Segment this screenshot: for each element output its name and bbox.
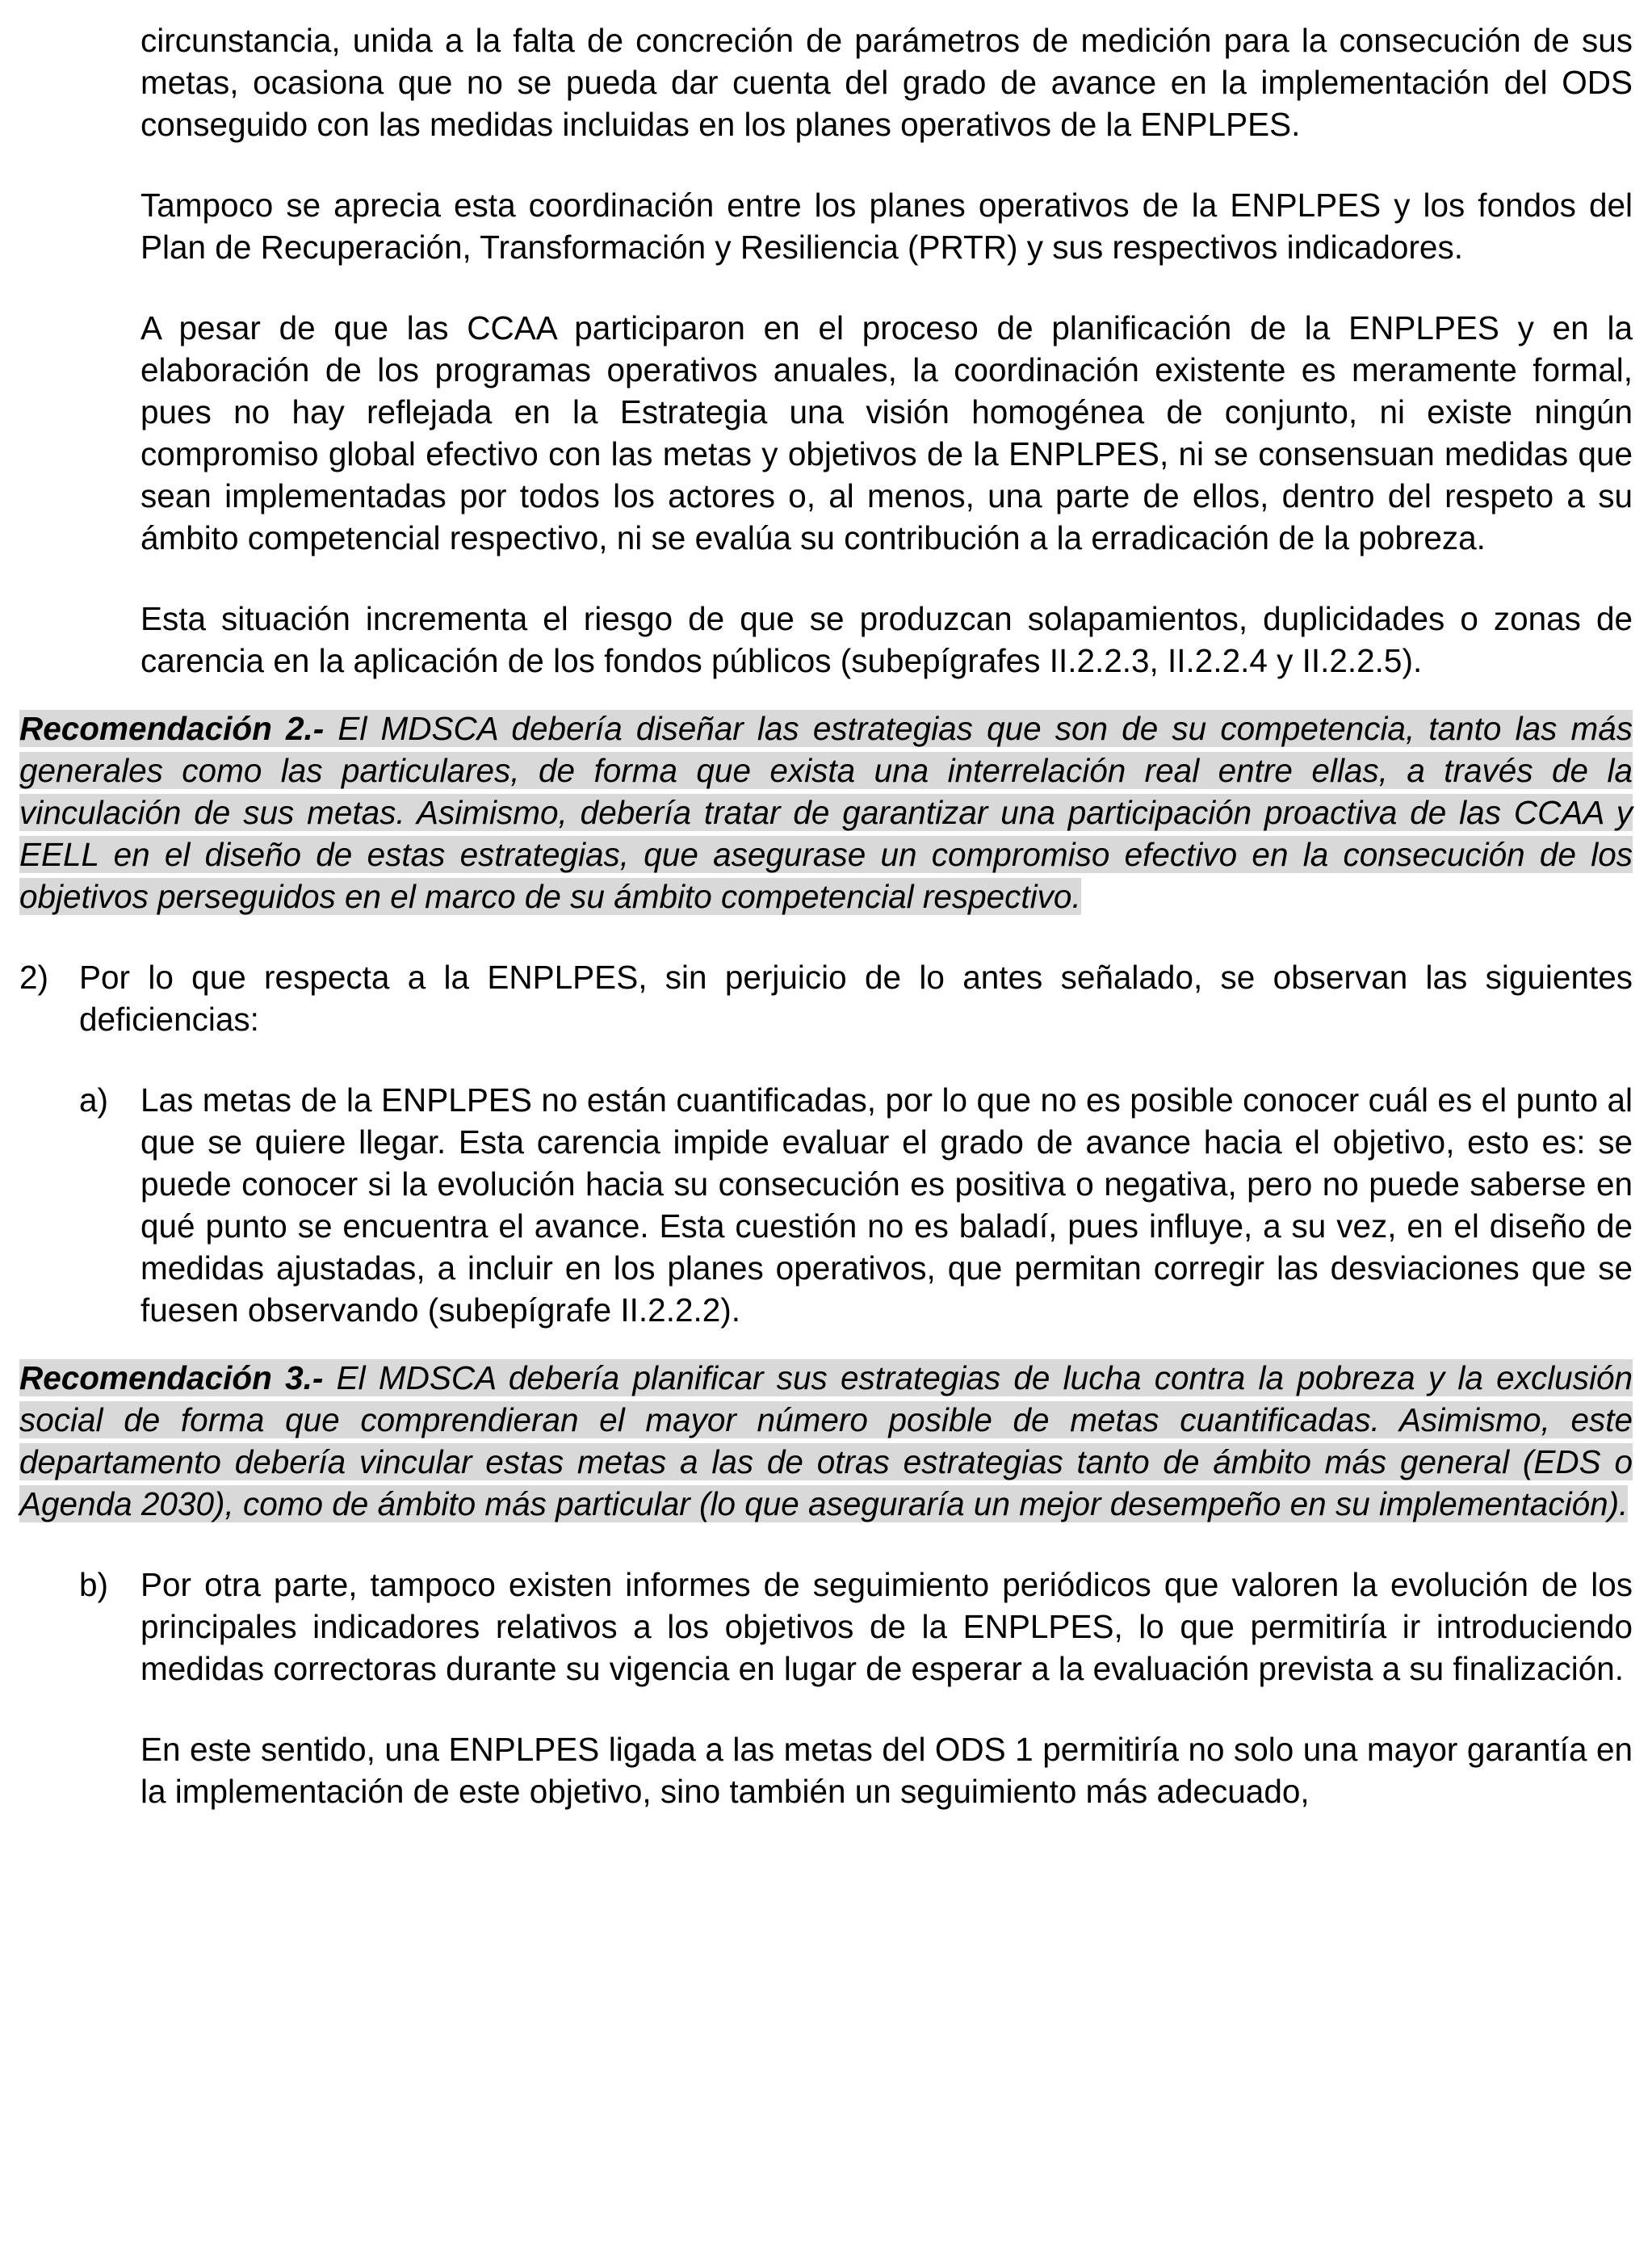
list-item-2 xyxy=(19,956,1633,1040)
document-page xyxy=(19,19,1633,1812)
recommendation-3 xyxy=(19,1357,1633,1525)
list-item-a xyxy=(79,1079,1633,1331)
list-marker-a: a) xyxy=(79,1081,109,1119)
list-marker-2: 2) xyxy=(19,959,49,996)
recommendation-3-lead: Recomendación 3.- xyxy=(19,1359,324,1396)
paragraph-prtr-coordination: Tampoco se aprecia esta coordinación entre los planes operativos de la ENPLPES y los fondos del Plan de Recuperación, Transformación y Resiliencia (PRTR) y sus respectivos indicadores. xyxy=(140,187,1633,266)
paragraph-ods1-link: En este sentido, una ENPLPES ligada a las metas del ODS 1 permitiría no solo una mayor garantía en la implementación de este objetivo, sino también un seguimiento más adecuado, xyxy=(140,1731,1633,1810)
list-item-b xyxy=(79,1564,1633,1690)
paragraph-ccaa-participation: A pesar de que las CCAA participaron en el proceso de planificación de la ENPLPES y en la elaboración de los programas operativos anuales, la coordinación existente es meramente formal, pues no hay reflejada en la Estrategia una visión homogénea de conjunto, ni existe ningún compromiso global efectivo con las metas y objetivos de la ENPLPES, ni se consensuan medidas que sean implementadas por todos los actores o, al menos, una parte de ellos, dentro del respeto a su ámbito competencial respectivo, ni se evalúa su contribución a la erradicación de la pobreza. xyxy=(140,309,1633,556)
recommendation-2 xyxy=(19,707,1633,917)
recommendation-2-text: El MDSCA debería diseñar las estrategias que son de su competencia, tanto las más generales como las particulares, de forma que exista una interrelación real entre ellas, a través de la vinculación de sus metas. Asimismo, debería tratar de garantizar una participación proactiva de las CCAA y EELL en el diseño de estas estrategias, que asegurase un compromiso efectivo en la consecución de los objetivos perseguidos en el marco de su ámbito competencial respectivo. xyxy=(19,710,1633,915)
list-item-a-text: Las metas de la ENPLPES no están cuantificadas, por lo que no es posible conocer cuál es el punto al que se quiere llegar. Esta carencia impide evaluar el grado de avance hacia el objetivo, esto es: se puede conocer si la evolución hacia su consecución es positiva o negativa, pero no puede saberse en qué punto se encuentra el avance. Esta cuestión no es baladí, pues influye, a su vez, en el diseño de medidas ajustadas, a incluir en los planes operativos, que permitan corregir las desviaciones que se fuesen observando (subepígrafe II.2.2.2). xyxy=(140,1081,1633,1329)
recommendation-3-text: El MDSCA debería planificar sus estrategias de lucha contra la pobreza y la exclusión social de forma que comprendieran el mayor número posible de metas cuantificadas. Asimismo, este departamento debería vincular estas metas a las de otras estrategias tanto de ámbito más general (EDS o Agenda 2030), como de ámbito más particular (lo que aseguraría un mejor desempeño en su implementación). xyxy=(19,1359,1633,1522)
paragraph-ods-measurement: circunstancia, unida a la falta de concreción de parámetros de medición para la consecución de sus metas, ocasiona que no se pueda dar cuenta del grado de avance en la implementación del ODS conseguido con las medidas incluidas en los planes operativos de la ENPLPES. xyxy=(140,22,1633,143)
list-item-b-text: Por otra parte, tampoco existen informes de seguimiento periódicos que valoren la evolución de los principales indicadores relativos a los objetivos de la ENPLPES, lo que permitiría ir introduciendo medidas correctoras durante su vigencia en lugar de esperar a la evaluación prevista a su finalización. xyxy=(140,1566,1633,1687)
list-item-2-text: Por lo que respecta a la ENPLPES, sin perjuicio de lo antes señalado, se observan las siguientes deficiencias: xyxy=(79,959,1633,1038)
recommendation-2-lead: Recomendación 2.- xyxy=(19,710,325,747)
list-marker-b: b) xyxy=(79,1566,109,1603)
paragraph-overlap-risk: Esta situación incrementa el riesgo de que se produzcan solapamientos, duplicidades o zonas de carencia en la aplicación de los fondos públicos (subepígrafes II.2.2.3, II.2.2.4 y II.2.2.5). xyxy=(140,600,1633,679)
